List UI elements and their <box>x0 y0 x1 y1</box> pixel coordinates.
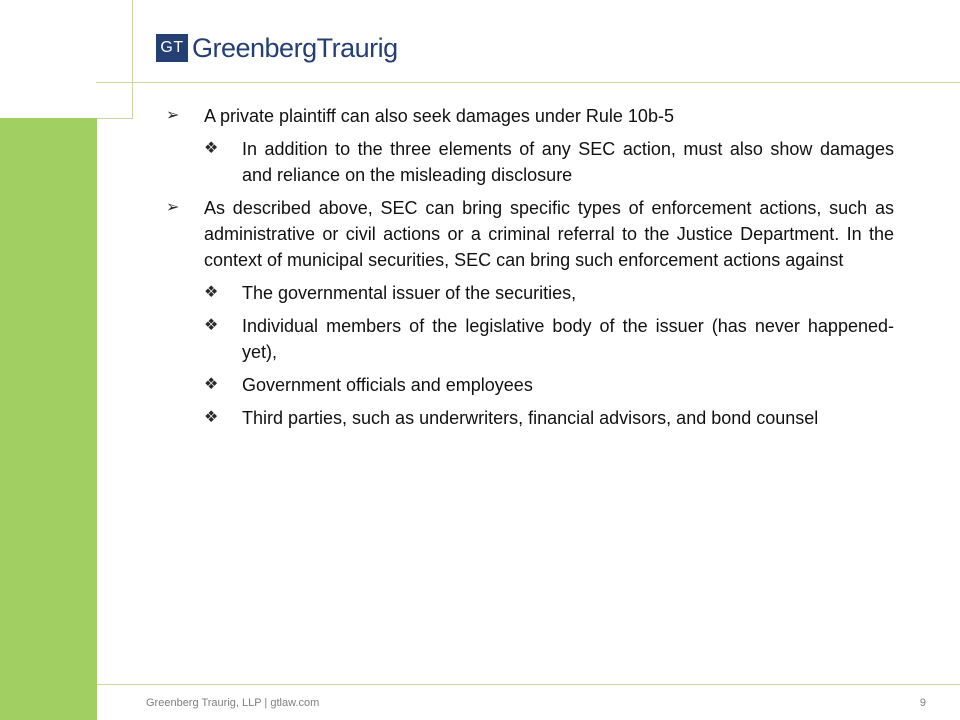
sub-bullet-item <box>204 280 894 306</box>
bullet-text: Individual members of the legislative body of the issuer (has never happened-yet), <box>242 316 894 362</box>
sub-bullet-item <box>204 372 894 398</box>
diamond-bullet-icon: ❖ <box>204 317 219 334</box>
bullet-text: A private plaintiff can also seek damages under Rule 10b-5 <box>204 106 674 126</box>
frame-line-footer <box>96 684 960 685</box>
bullet-item <box>166 195 894 273</box>
diamond-bullet-icon: ❖ <box>204 284 219 301</box>
diamond-bullet-icon: ❖ <box>204 140 219 157</box>
accent-sidebar <box>0 118 97 720</box>
bullet-text: In addition to the three elements of any SEC action, must also show damages and reliance on the misleading disclosure <box>242 139 894 185</box>
bullet-text: Government officials and employees <box>242 375 533 395</box>
bullet-text: As described above, SEC can bring specific types of enforcement actions, such as administrative or civil actions or a criminal referral to the Justice Department. In the context of municipal securities, SEC can bring such enforcement actions against <box>204 198 894 270</box>
sub-bullet-item <box>204 405 894 431</box>
arrow-bullet-icon: ➢ <box>166 107 180 124</box>
bullet-text: The governmental issuer of the securities, <box>242 283 577 303</box>
diamond-bullet-icon: ❖ <box>204 409 219 426</box>
frame-line-header <box>96 82 960 83</box>
bullet-text: Third parties, such as underwriters, financial advisors, and bond counsel <box>242 408 819 428</box>
footer-text: Greenberg Traurig, LLP | gtlaw.com <box>146 697 320 709</box>
page-number: 9 <box>919 697 926 709</box>
diamond-bullet-icon: ❖ <box>204 376 219 393</box>
logo-mark: GT <box>156 34 188 62</box>
logo-wordmark: GreenbergTraurig <box>192 33 398 63</box>
frame-line-vertical <box>132 0 133 118</box>
company-logo <box>156 33 398 63</box>
slide-body <box>166 103 894 438</box>
arrow-bullet-icon: ➢ <box>166 199 180 216</box>
sub-bullet-item <box>204 136 894 188</box>
sub-bullet-item <box>204 313 894 365</box>
bullet-item <box>166 103 894 129</box>
